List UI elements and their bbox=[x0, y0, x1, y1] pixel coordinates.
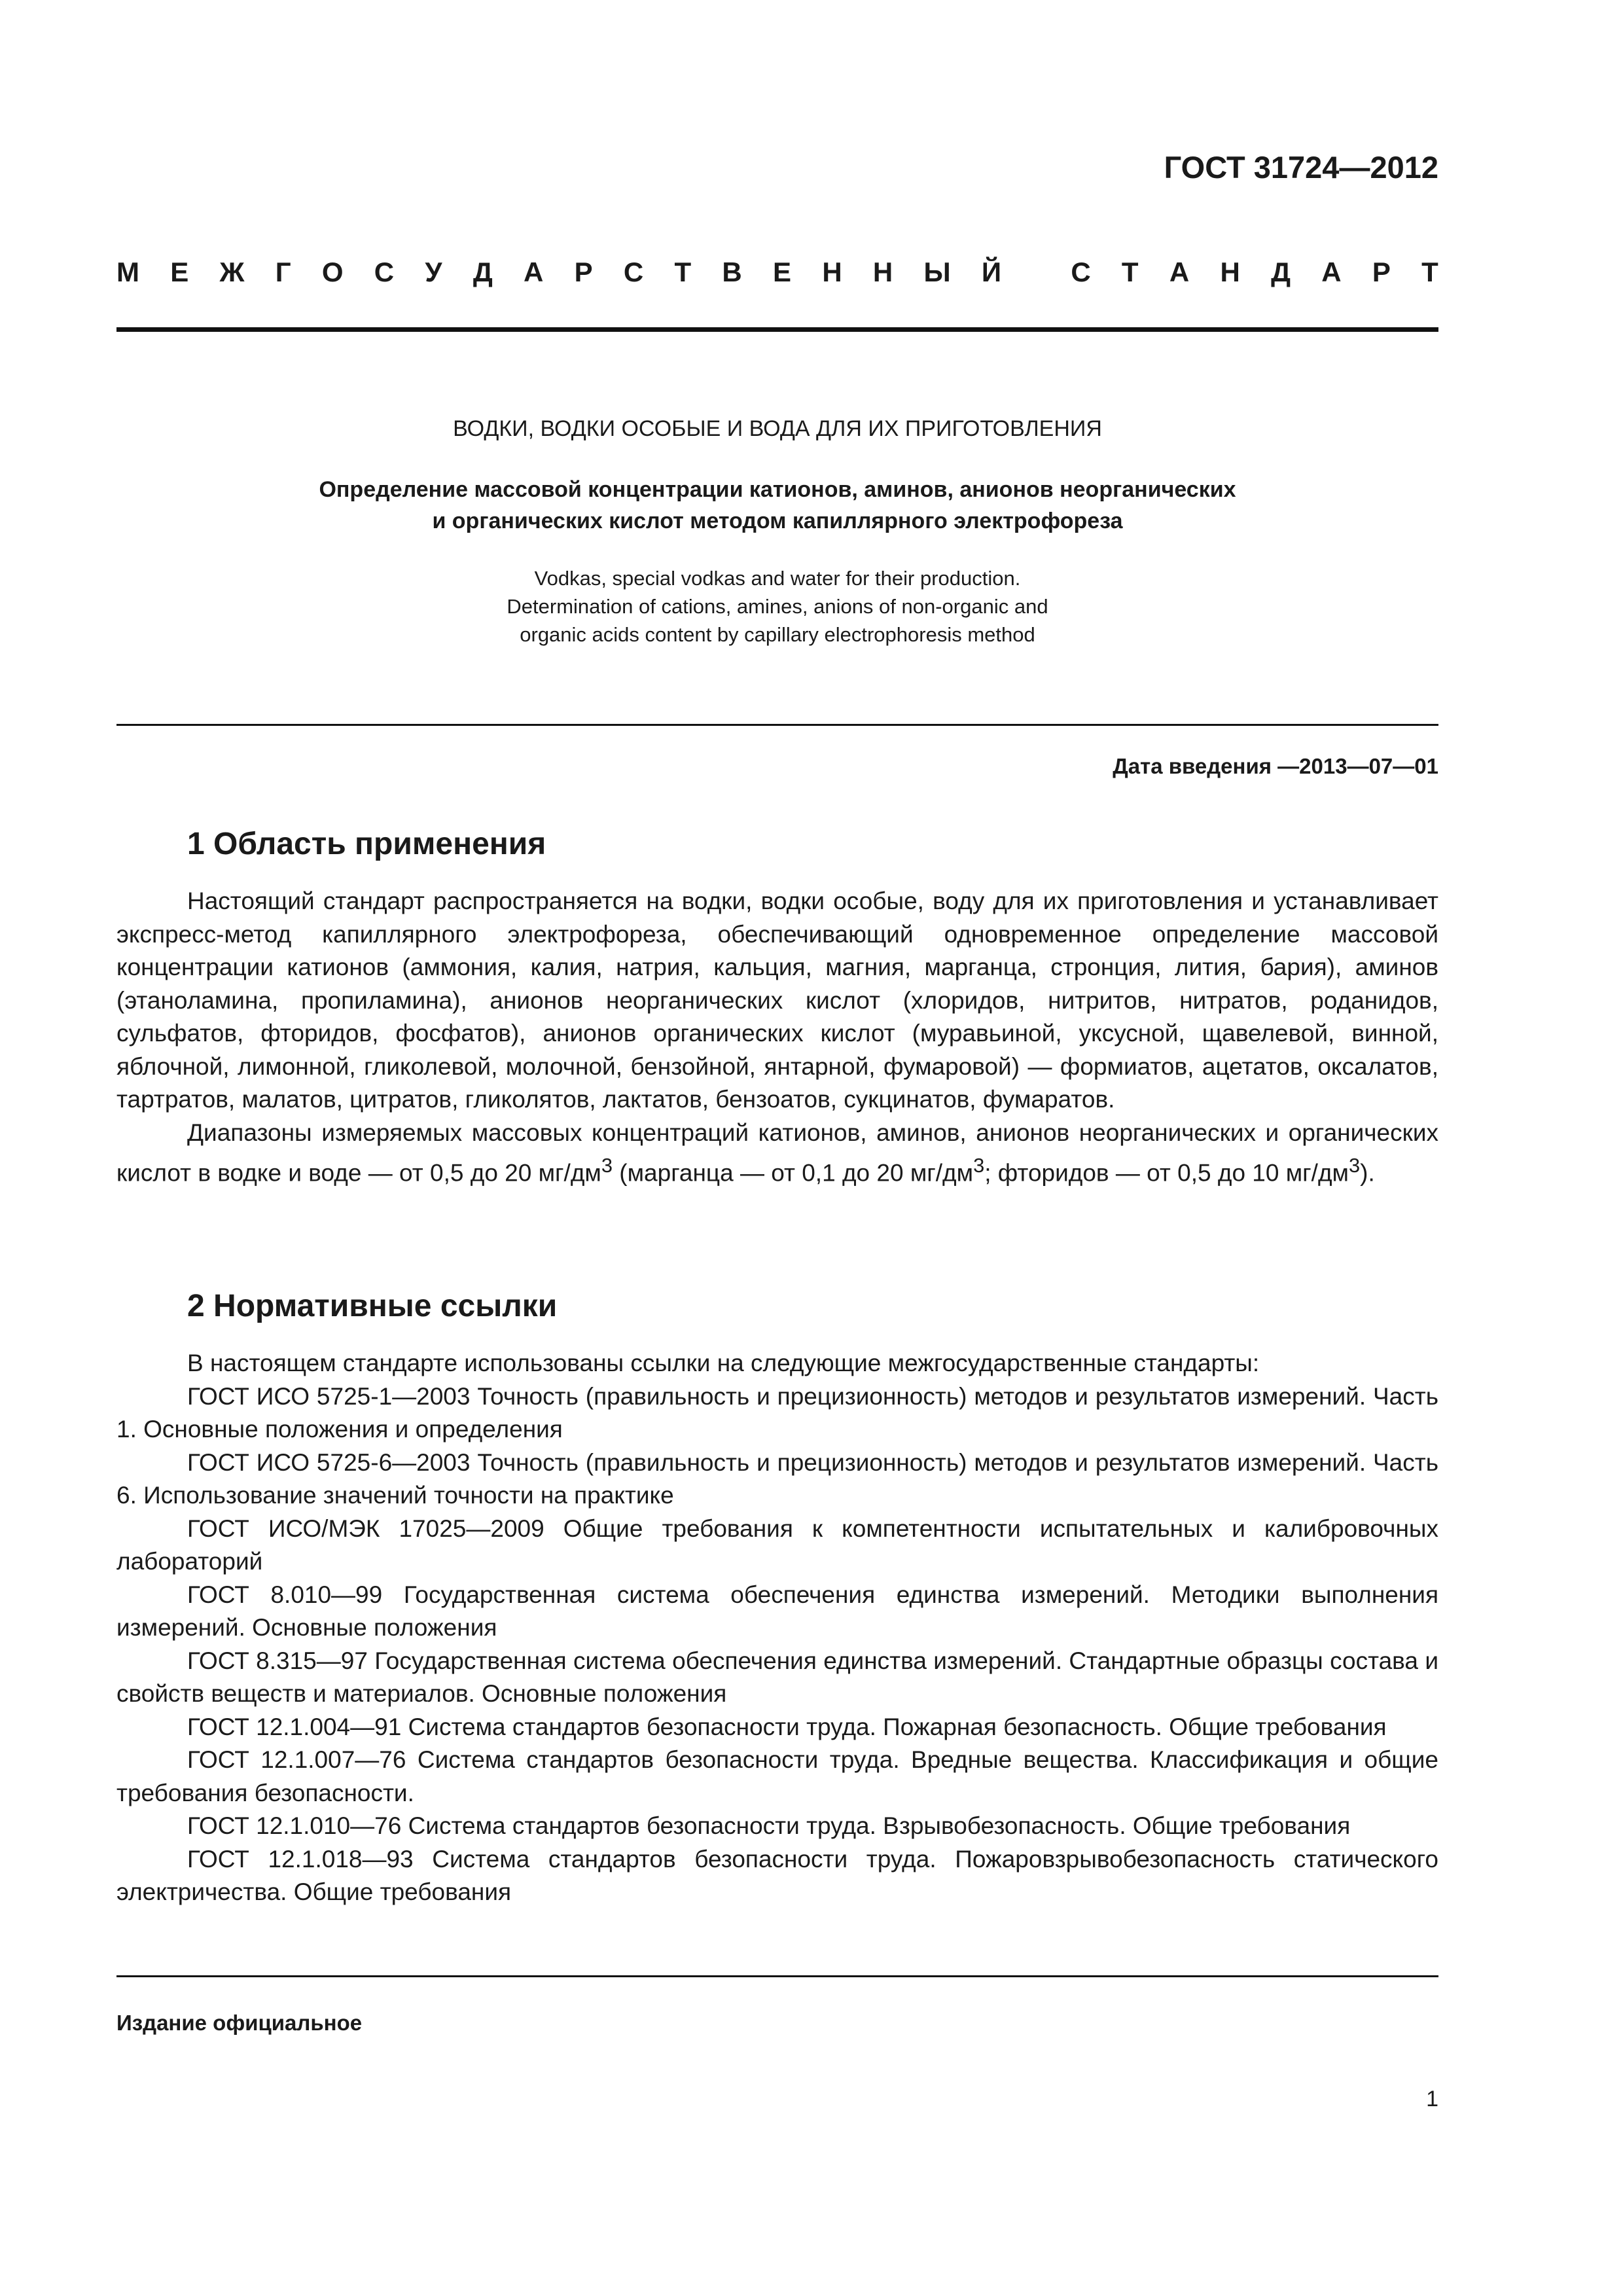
reference-item: ГОСТ 12.1.004—91 Система стандартов безопасности труда. Пожарная безопасность. Общие требования bbox=[187, 1713, 1387, 1740]
standard-type-letter: Е bbox=[773, 257, 792, 287]
standard-type-heading bbox=[116, 257, 1438, 288]
standard-type-letter: Д bbox=[1271, 257, 1291, 287]
standard-type-letter: Н bbox=[872, 257, 893, 287]
text-run: (марганца — от 0,1 до 20 мг/дм bbox=[613, 1159, 974, 1187]
standard-type-letter: Й bbox=[981, 257, 1002, 287]
paragraph bbox=[116, 1117, 1438, 1190]
edition-label: Издание официальное bbox=[116, 2011, 363, 2035]
standard-type-letter: А bbox=[1169, 257, 1190, 287]
standard-type-letter: Т bbox=[1421, 257, 1438, 287]
standard-type-letter: В bbox=[722, 257, 742, 287]
reference-item: В настоящем стандарте использованы ссылки на следующие межгосударственные стандарты: bbox=[187, 1350, 1260, 1376]
subtitle-line: и органических кислот методом капиллярного электрофореза bbox=[432, 509, 1123, 533]
standard-type-letter: Р bbox=[1372, 257, 1391, 287]
paragraph: Настоящий стандарт распространяется на водки, водки особые, воду для их приготовления и устанавливает экспресс-метод капиллярного электрофореза, обеспечивающий одновременное определение массовой концентрации катионов (аммония, калия, натрия, кальция, магния, марганца, стронция, лития, бария), аминов (этаноламина, пропиламина), анионов неорганических кислот (хлоридов, нитритов, нитратов, роданидов, сульфатов, фторидов, фосфатов), анионов органических кислот (муравьиной, уксусной, щавелевой, винной, яблочной, лимонной, гликолевой, молочной, бензойной, янтарной, фумаровой) — формиатов, ацетатов, оксалатов, тартратов, малатов, цитратов, гликолятов, лактатов, бензоатов, сукцинатов, фумаратов. bbox=[116, 888, 1438, 1113]
section-heading: 2 Нормативные ссылки bbox=[187, 1289, 558, 1323]
reference-item: ГОСТ 12.1.018—93 Система стандартов безопасности труда. Пожаровзрывобезопасность статического электричества. Общие требования bbox=[116, 1845, 1438, 1905]
standard-type-letter: Н bbox=[822, 257, 842, 287]
reference-item: ГОСТ 8.315—97 Государственная система обеспечения единства измерений. Стандартные образцы состава и свойств веществ и материалов. Основные положения bbox=[116, 1647, 1438, 1707]
reference-item: ГОСТ ИСО 5725-1—2003 Точность (правильность и прецизионность) методов и результатов измерений. Часть 1. Основные положения и определения bbox=[116, 1382, 1438, 1443]
document-subtitle bbox=[116, 474, 1438, 537]
reference-item: ГОСТ ИСО 5725-6—2003 Точность (правильность и прецизионность) методов и результатов измерений. Часть 6. Использование значений точности на практике bbox=[116, 1448, 1438, 1509]
subtitle-line: Определение массовой концентрации катионов, аминов, анионов неорганических bbox=[319, 477, 1236, 502]
text-run: Диапазоны измеряемых массовых концентраций катионов, аминов, анионов неорганических и органических кислот в водке и воде — от 0,5 до 20 мг/дм bbox=[116, 1119, 1438, 1187]
standard-type-gap bbox=[1032, 257, 1040, 288]
page-number: 1 bbox=[1426, 2087, 1438, 2111]
standard-type-letter: Г bbox=[275, 257, 291, 287]
title-divider bbox=[116, 724, 1438, 726]
section-body bbox=[116, 885, 1438, 1190]
standard-type-letter: Т bbox=[674, 257, 692, 287]
standard-type-letter: Е bbox=[170, 257, 189, 287]
text-run: ). bbox=[1360, 1159, 1375, 1187]
standard-type-letter: У bbox=[425, 257, 442, 287]
standard-type-letter: С bbox=[1071, 257, 1091, 287]
introduction-date: Дата введения —2013—07—01 bbox=[1113, 754, 1438, 778]
standard-type-letter: Т bbox=[1121, 257, 1139, 287]
standard-type-letter: А bbox=[524, 257, 544, 287]
reference-item: ГОСТ ИСО/МЭК 17025—2009 Общие требования к компетентности испытательных и калибровочных лабораторий bbox=[116, 1515, 1438, 1575]
reference-item: ГОСТ 12.1.007—76 Система стандартов безопасности труда. Вредные вещества. Классификация и общие требования безопасности. bbox=[116, 1746, 1438, 1806]
english-title bbox=[116, 564, 1438, 649]
standard-type-letter: О bbox=[321, 257, 344, 287]
standard-type-letter: С bbox=[374, 257, 395, 287]
reference-item: ГОСТ 12.1.010—76 Система стандартов безопасности труда. Взрывобезопасность. Общие требования bbox=[187, 1812, 1351, 1839]
standard-type-letter: М bbox=[116, 257, 139, 287]
superscript: 3 bbox=[601, 1154, 613, 1177]
standard-type-letter: Р bbox=[574, 257, 593, 287]
standard-type-letter: А bbox=[1321, 257, 1342, 287]
text-run: ; фторидов — от 0,5 до 10 мг/дм bbox=[984, 1159, 1349, 1187]
superscript: 3 bbox=[1348, 1154, 1361, 1177]
section-heading: 1 Область применения bbox=[187, 827, 546, 861]
standard-type-letter: Ы bbox=[923, 257, 951, 287]
standard-type-letter: Ж bbox=[219, 257, 245, 287]
english-title-line: organic acids content by capillary electrophoresis method bbox=[520, 623, 1035, 646]
superscript: 3 bbox=[973, 1154, 985, 1177]
footer-divider bbox=[116, 1975, 1438, 1977]
english-title-line: Vodkas, special vodkas and water for their production. bbox=[534, 567, 1021, 590]
english-title-line: Determination of cations, amines, anions of non-organic and bbox=[507, 595, 1048, 618]
reference-item: ГОСТ 8.010—99 Государственная система обеспечения единства измерений. Методики выполнения измерений. Основные положения bbox=[116, 1581, 1438, 1641]
standard-type-letter: Н bbox=[1220, 257, 1240, 287]
header-divider bbox=[116, 327, 1438, 332]
document-title: ВОДКИ, ВОДКИ ОСОБЫЕ И ВОДА ДЛЯ ИХ ПРИГОТОВЛЕНИЯ bbox=[453, 416, 1102, 441]
section-body bbox=[116, 1347, 1438, 1909]
standard-type-letter: Д bbox=[473, 257, 493, 287]
standard-type-letter: С bbox=[623, 257, 644, 287]
document-number: ГОСТ 31724—2012 bbox=[1164, 150, 1438, 185]
